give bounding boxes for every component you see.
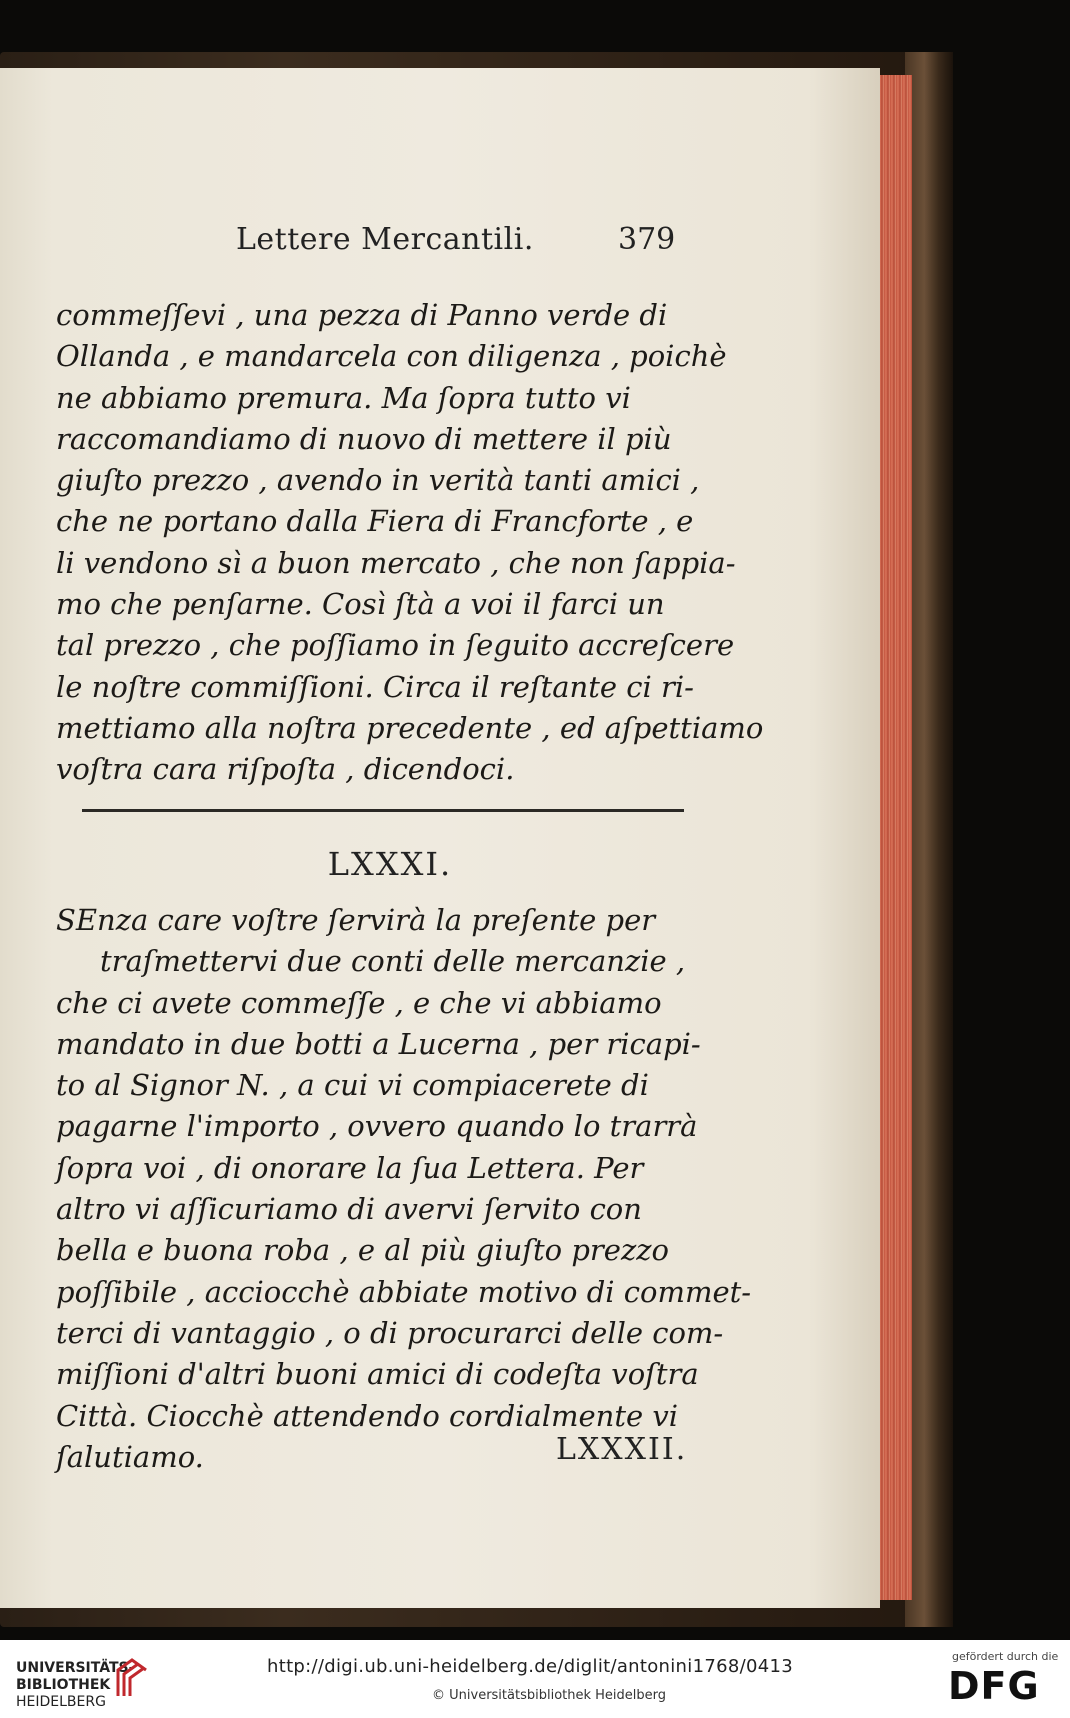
library-name-line: BIBLIOTHEK: [16, 1677, 111, 1693]
text-line: miſſioni d'altri buoni amici di codeſta voſtra: [56, 1357, 699, 1392]
library-name-line: UNIVERSITÄTS-: [16, 1660, 135, 1676]
book-spine-edge: [905, 52, 953, 1627]
copyright-notice: © Universitätsbibliothek Heidelberg: [432, 1688, 667, 1703]
letter-end-text: [56, 295, 764, 791]
text-line: bella e buona roba , e al più giuſto prezzo: [56, 1233, 669, 1268]
text-line: tal prezzo , che poſſiamo in ſeguito accreſcere: [56, 628, 735, 663]
permalink-url[interactable]: http://digi.ub.uni-heidelberg.de/diglit/antonini1768/0413: [267, 1656, 793, 1677]
text-line: poſſibile , acciocchè abbiate motivo di commet-: [56, 1274, 752, 1309]
text-line: commeſſevi , una pezza di Panno verde di: [56, 298, 668, 332]
text-line: ne abbiamo premura. Ma ſopra tutto vi: [56, 380, 631, 415]
text-line: Ollanda , e mandarcela con diligenza , poichè: [56, 339, 727, 374]
text-line: altro vi aſſicuriamo di avervi ſervito con: [56, 1192, 642, 1227]
catchword: LXXXII.: [556, 1432, 688, 1467]
text-line: che ci avete commeſſe , e che vi abbiamo: [56, 985, 662, 1020]
text-line: mandato in due botti a Lucerna , per ricapi-: [56, 1026, 701, 1061]
viewer-footer: [0, 1640, 1070, 1718]
text-line: ſopra voi , di onorare la ſua Lettera. Per: [56, 1150, 644, 1185]
text-line: to al Signor N. , a cui vi compiacerete di: [56, 1068, 649, 1103]
text-line: li vendono sì a buon mercato , che non ſappia-: [56, 545, 736, 580]
text-line: le noſtre commiſſioni. Circa il reſtante ci ri-: [56, 669, 694, 704]
section-divider: [82, 809, 684, 812]
library-emblem-icon: [112, 1656, 152, 1702]
text-line: SEnza care voſtre ſervirà la preſente per: [56, 903, 656, 937]
text-line: mettiamo alla noſtra precedente , ed aſpettiamo: [56, 710, 764, 745]
text-line: raccomandiamo di nuovo di mettere il più: [56, 421, 672, 456]
library-name-line: HEIDELBERG: [16, 1694, 106, 1710]
text-line: Città. Ciocchè attendendo cordialmente vi: [56, 1398, 679, 1433]
section-heading: LXXXI.: [327, 845, 453, 883]
text-line: che ne portano dalla Fiera di Francforte , e: [56, 504, 694, 539]
page-header: [0, 222, 880, 262]
text-line: mo che penſarne. Così ſtà a voi il farci un: [56, 587, 665, 622]
dfg-logo[interactable]: DFG: [948, 1664, 1040, 1708]
page-number: 379: [618, 222, 676, 257]
text-line: voſtra cara riſpoſta , dicendoci.: [56, 752, 515, 787]
funded-by-label: gefördert durch die: [952, 1650, 1059, 1663]
text-line: traſmettervi due conti delle mercanzie ,: [100, 944, 686, 979]
letter-text: [56, 900, 752, 1478]
running-title: Lettere Mercantili.: [236, 222, 534, 257]
text-line: terci di vantaggio , o di procurarci delle com-: [56, 1315, 724, 1350]
text-line: giuſto prezzo , avendo in verità tanti amici ,: [56, 463, 700, 498]
text-line: pagarne l'importo , ovvero quando lo trarrà: [56, 1109, 698, 1144]
text-line: ſalutiamo.: [56, 1439, 204, 1474]
